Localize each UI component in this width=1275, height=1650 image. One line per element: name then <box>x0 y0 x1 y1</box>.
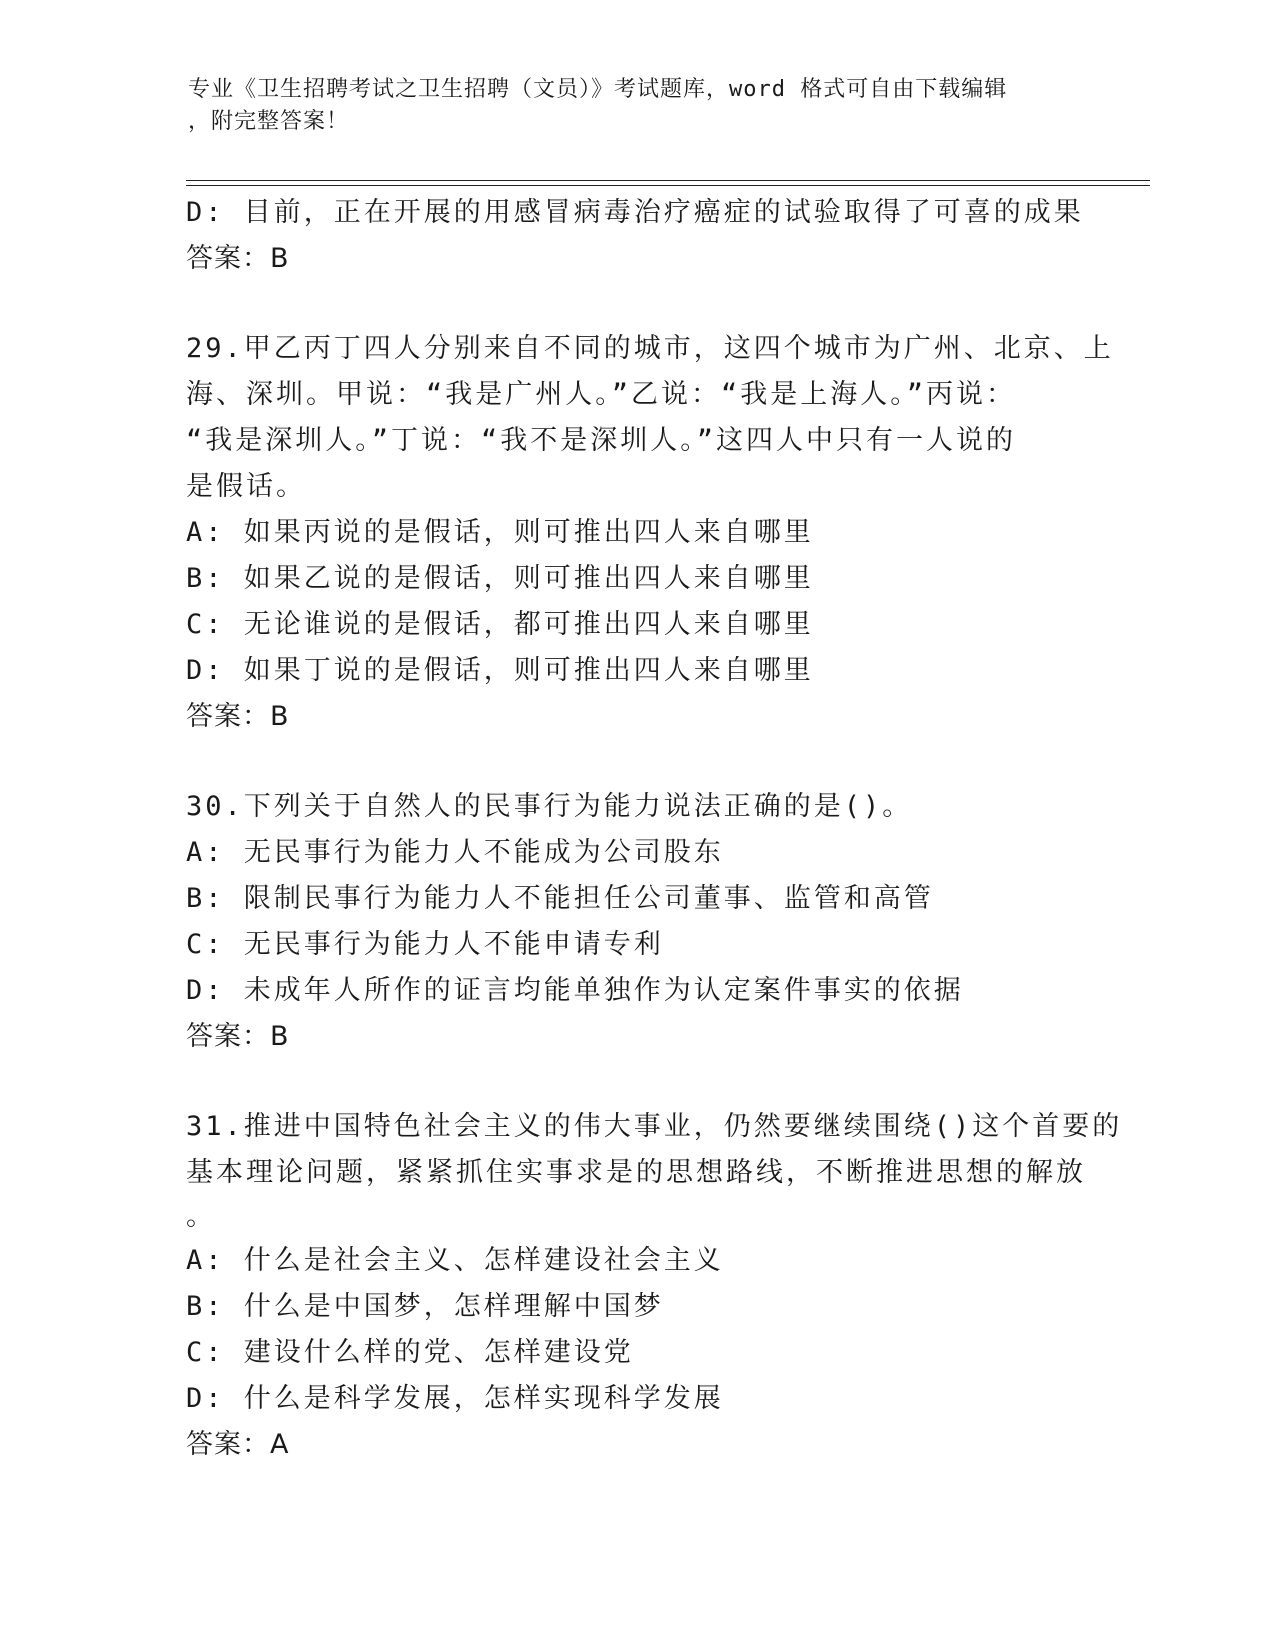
answer-line: 答案：B <box>186 243 290 274</box>
option-d: D: 如果丁说的是假话，则可推出四人来自哪里 <box>186 655 814 686</box>
question-stem <box>186 784 1086 830</box>
option-b: B: 如果乙说的是假话，则可推出四人来自哪里 <box>186 563 814 594</box>
option-b: B: 限制民事行为能力人不能担任公司董事、监管和高管 <box>186 883 934 914</box>
option-c: C: 无民事行为能力人不能申请专利 <box>186 929 664 960</box>
option-d: D: 未成年人所作的证言均能单独作为认定案件事实的依据 <box>186 975 964 1006</box>
option-d: D: 什么是科学发展，怎样实现科学发展 <box>186 1383 724 1414</box>
option-c: C: 无论谁说的是假话，都可推出四人来自哪里 <box>186 609 814 640</box>
question-stem-line: “我是深圳人。”丁说：“我不是深圳人。”这四人中只有一人说的 <box>186 425 1017 456</box>
document-header <box>188 74 1088 138</box>
option-b: B: 什么是中国梦，怎样理解中国梦 <box>186 1291 664 1322</box>
option-d: D: 目前，正在开展的用感冒病毒治疗癌症的试验取得了可喜的成果 <box>186 197 1084 228</box>
question-stem-line: 30.下列关于自然人的民事行为能力说法正确的是()。 <box>186 791 913 822</box>
option-a: A: 如果丙说的是假话，则可推出四人来自哪里 <box>186 517 814 548</box>
option-c: C: 建设什么样的党、怎样建设党 <box>186 1337 634 1368</box>
question-stem-line: 基本理论问题，紧紧抓住实事求是的思想路线，不断推进思想的解放 <box>186 1157 1086 1188</box>
option-a: A: 什么是社会主义、怎样建设社会主义 <box>186 1245 724 1276</box>
header-line-1: 专业《卫生招聘考试之卫生招聘（文员）》考试题库，word 格式可自由下载编辑 <box>188 77 1008 102</box>
question-stem <box>186 1104 1123 1238</box>
question-29 <box>186 326 1114 740</box>
question-stem-line: 。 <box>186 1201 216 1232</box>
question-stem-line: 29.甲乙丙丁四人分别来自不同的城市，这四个城市为广州、北京、上 <box>186 333 1114 364</box>
document-body <box>186 190 1123 1468</box>
answer-line: 答案：A <box>186 1429 290 1460</box>
question-stem-line: 31.推进中国特色社会主义的伟大事业，仍然要继续围绕()这个首要的 <box>186 1111 1123 1142</box>
answer-line: 答案：B <box>186 1021 290 1052</box>
question-31 <box>186 1104 1123 1468</box>
header-rule-top <box>186 180 1150 181</box>
question-stem <box>186 326 1114 510</box>
question-28-tail <box>186 190 1086 282</box>
question-stem-line: 是假话。 <box>186 471 306 502</box>
option-a: A: 无民事行为能力人不能成为公司股东 <box>186 837 724 868</box>
header-line-2: ，附完整答案！ <box>188 109 350 134</box>
question-stem-line: 海、深圳。甲说：“我是广州人。”乙说：“我是上海人。”丙说： <box>186 379 1017 410</box>
question-30 <box>186 784 1086 1060</box>
answer-line: 答案：B <box>186 701 290 732</box>
header-rule-bottom <box>186 185 1150 186</box>
